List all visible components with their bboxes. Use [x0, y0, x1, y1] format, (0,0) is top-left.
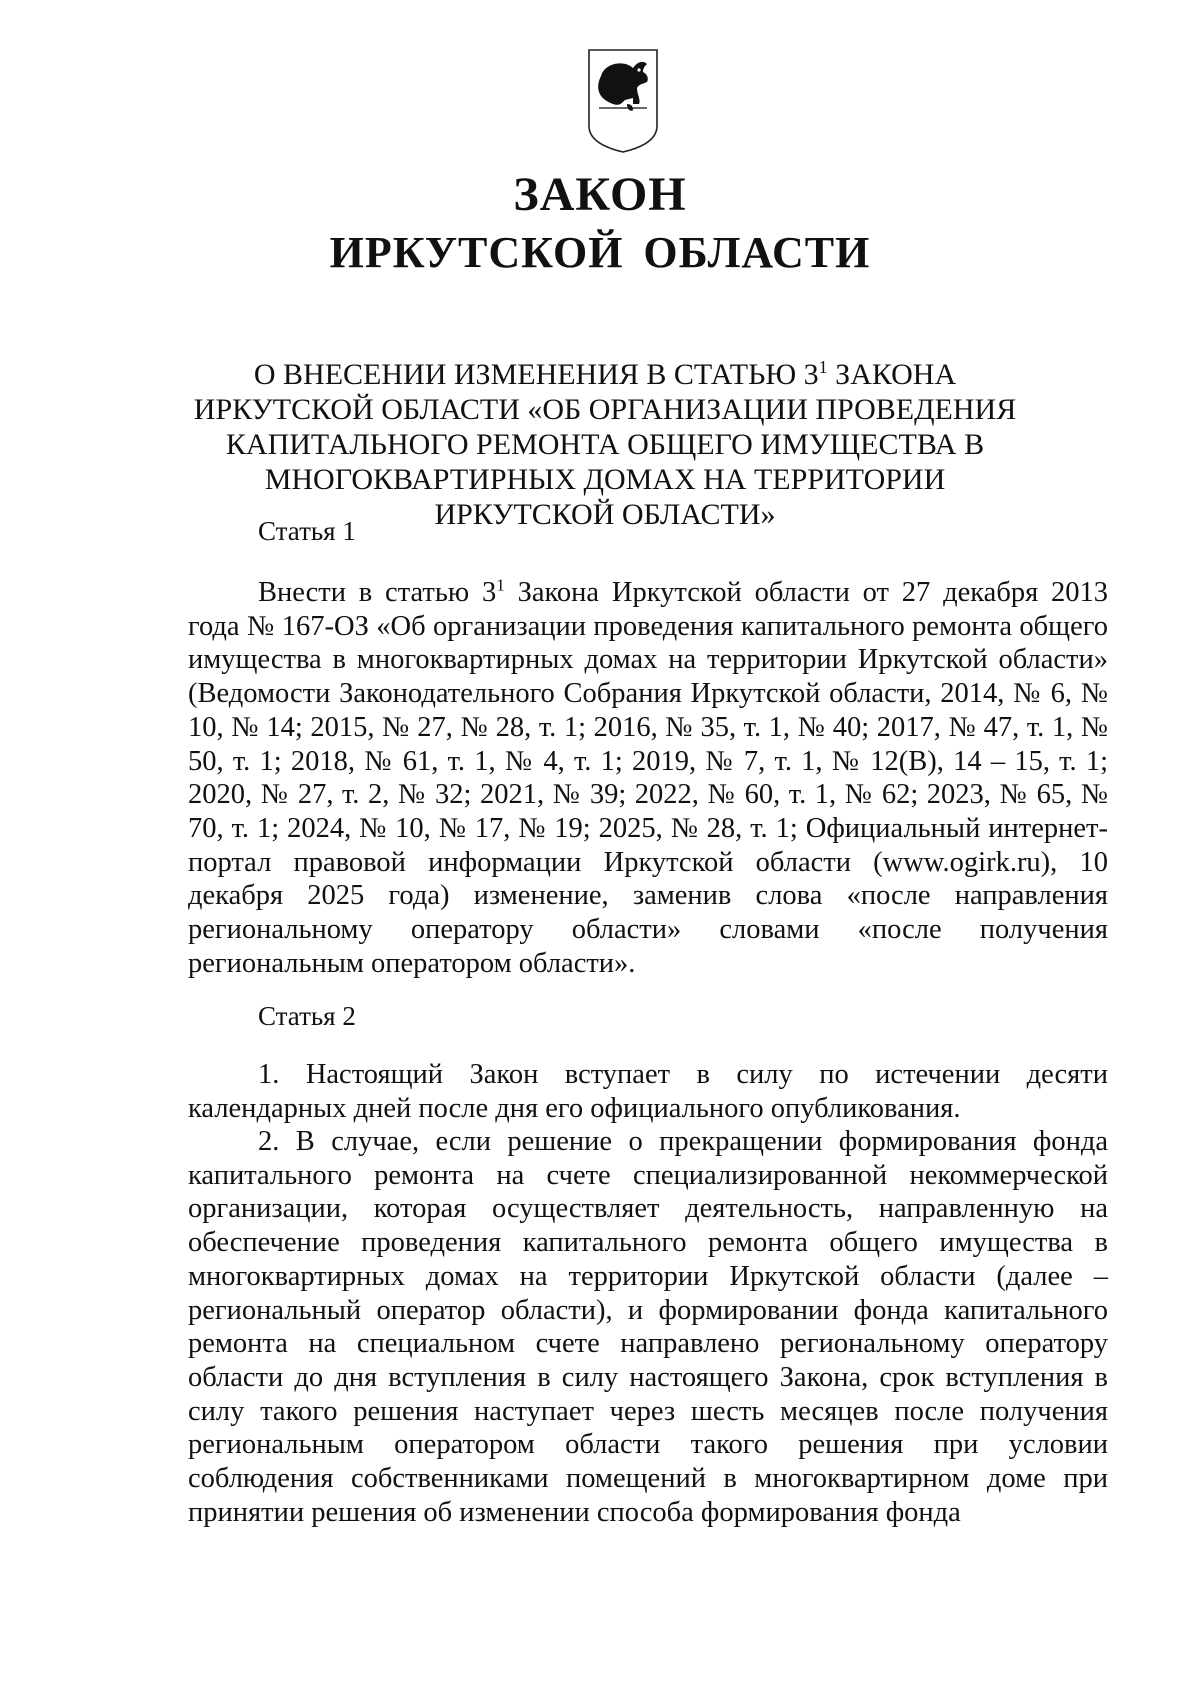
subtitle-part1: О ВНЕСЕНИИ ИЗМЕНЕНИЯ В СТАТЬЮ 3 [253, 358, 819, 391]
subtitle-part2: ЗАКОНА ИРКУТСКОЙ ОБЛАСТИ «ОБ ОРГАНИЗАЦИИ ПРОВЕДЕНИЯ КАПИТАЛЬНОГО РЕМОНТА ОБЩЕГО ИМУЩЕСТВА В МНОГОКВАРТИРНЫХ ДОМАХ НА ТЕРРИТОРИИ ИРКУТСКОЙ ОБЛАСТИ» [193, 358, 1017, 531]
article-1-text-part2: Закона Иркутской области от 27 декабря 2013 года № 167-ОЗ «Об организации проведения капитального ремонта общего имущества в многоквартирных домах на территории Иркутской области» (Ведомости Законодательного Собрания Иркутской области, 2014, № 6, № 10, № 14; 2015, № 27, № 28, т. 1; 2016, № 35, т. 1, № 40; 2017, № 47, т. 1, № 50, т. 1; 2018, № 61, т. 1, № 4, т. 1; 2019, № 7, т. 1, № 12(В), 14 – 15, т. 1; 2020, № 27, т. 2, № 32; 2021, № 39; 2022, № 60, т. 1, № 62; 2023, № 65, № 70, т. 1; 2024, № 10, № 17, № 19; 2025, № 28, т. 1; Официальный интернет-портал правовой информации Иркутской области (www.ogirk.ru), 10 декабря 2025 года) изменение, заменив слова «после направления региональному оператору области» словами «после получения региональным оператором области». [188, 577, 1108, 979]
article-1-text-part1: Внести в статью 3 [258, 577, 497, 608]
article-2-paragraph-2: 2. В случае, если решение о прекращении формирования фонда капитального ремонта на счете специализированной некоммерческой организации, которая осуществляет деятельность, направленную на обеспечение проведения капитального ремонта общего имущества в многоквартирных домах на территории Иркутской области (далее – региональный оператор области), и формировании фонда капитального ремонта на специальном счете направлено региональному оператору области до дня вступления в силу настоящего Закона, срок вступления в силу такого решения наступает через шесть месяцев после получения региональным оператором области такого решения при условии соблюдения собственниками помещений в многоквартирном доме при принятии решения об изменении способа формирования фонда [188, 1126, 1108, 1528]
document-title: ЗАКОН [513, 168, 687, 221]
document-region-title: ИРКУТСКОЙ ОБЛАСТИ [329, 228, 871, 277]
article-1-superscript: 1 [496, 575, 505, 595]
article-2-heading: Статья 2 [258, 1001, 356, 1031]
coat-of-arms-icon [587, 48, 659, 154]
article-1-heading: Статья 1 [258, 516, 356, 546]
subtitle-superscript: 1 [818, 357, 828, 377]
article-1-text [188, 576, 1108, 980]
law-subject-heading [190, 357, 1020, 532]
article-2-paragraph-1: 1. Настоящий Закон вступает в силу по истечении десяти календарных дней после дня его официального опубликования. [188, 1059, 1108, 1124]
